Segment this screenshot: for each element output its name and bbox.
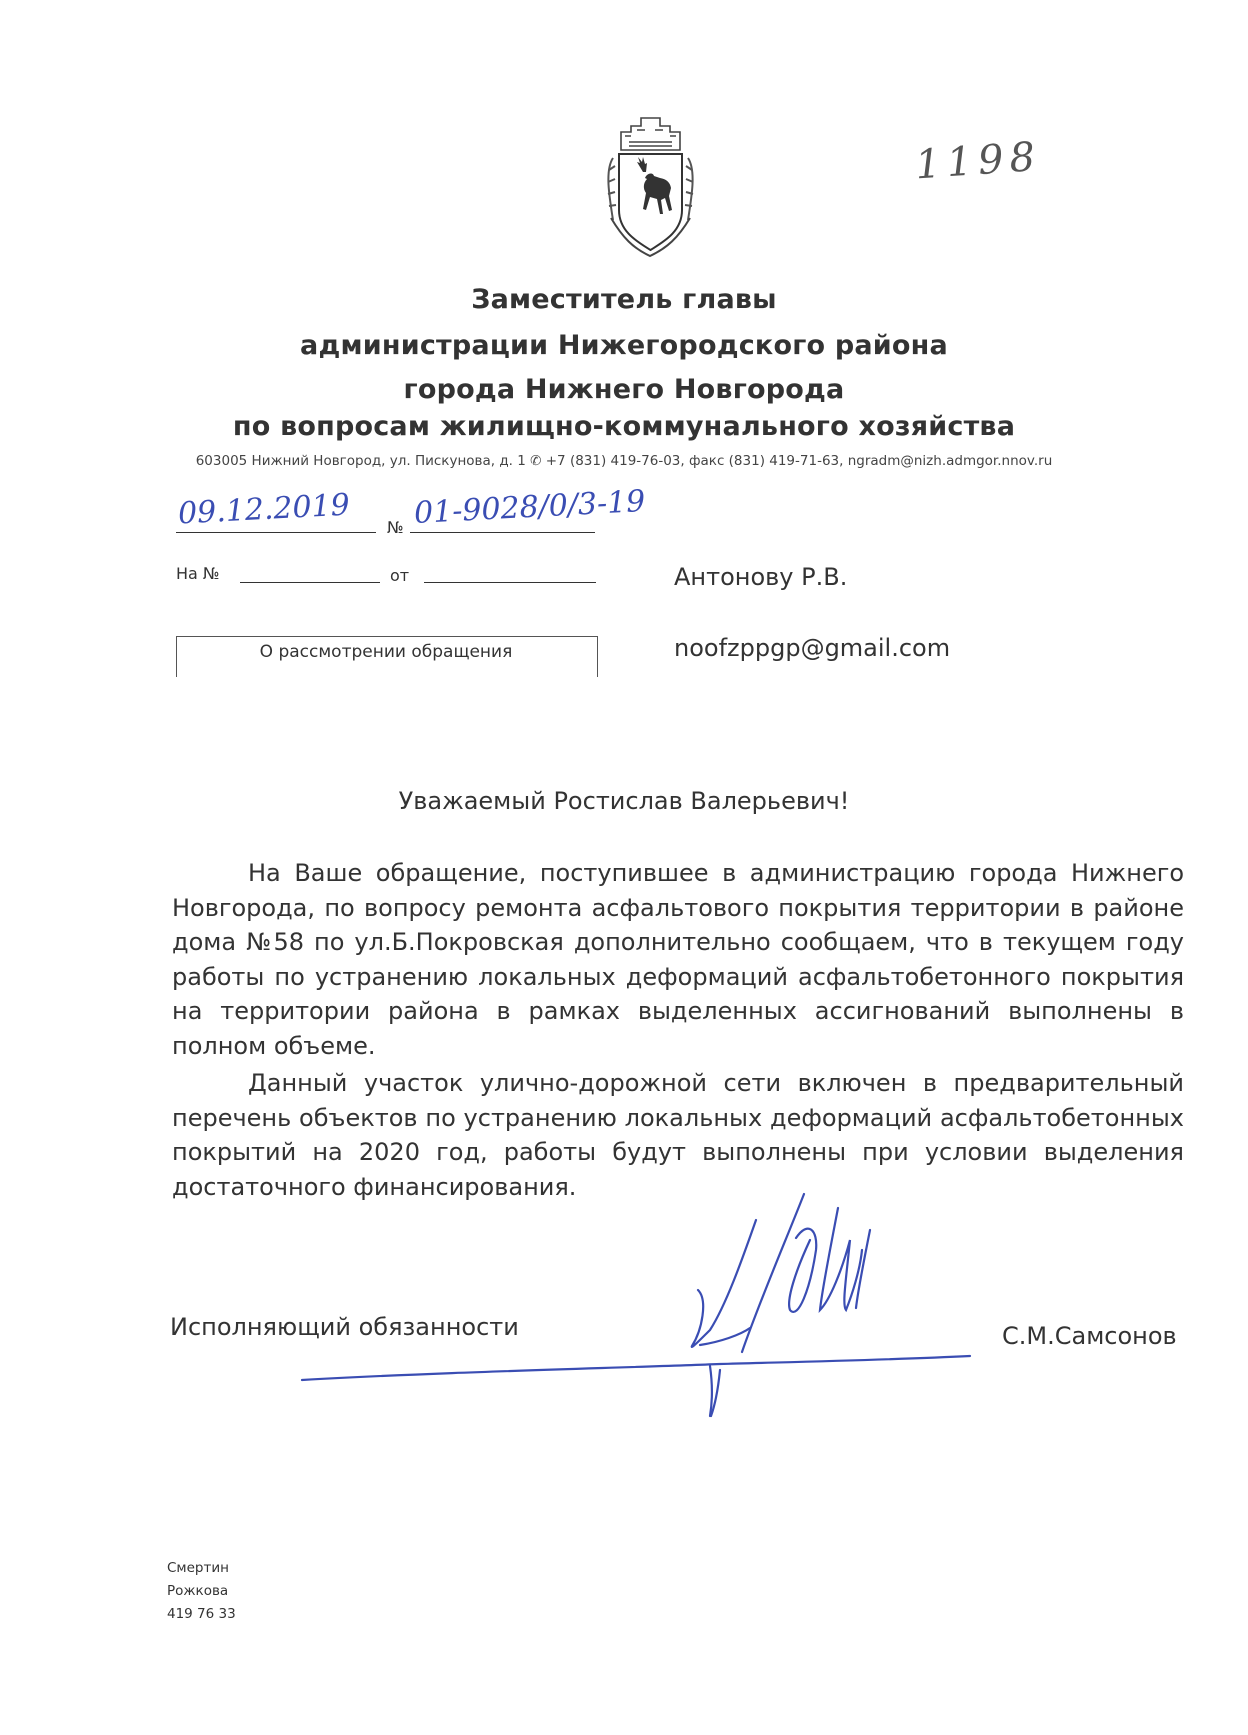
- header-title-line-2: администрации Нижегородского района: [300, 330, 948, 361]
- header-title-line-3: города Нижнего Новгорода: [403, 374, 845, 405]
- reply-to-underline: [240, 582, 380, 583]
- header-title-line-4: по вопросам жилищно-коммунального хозяйства: [232, 411, 1016, 442]
- executor-phone: 419 76 33: [167, 1606, 236, 1622]
- header-title-line-1: Заместитель главы: [471, 284, 777, 315]
- signer-name: С.М.Самсонов: [1002, 1322, 1177, 1350]
- from-label: от: [390, 566, 410, 585]
- from-underline: [424, 582, 596, 583]
- reply-to-label: На №: [176, 564, 220, 583]
- date-underline: [176, 532, 376, 533]
- body-paragraph-1: На Ваше обращение, поступившее в администрацию города Нижнего Новгорода, по вопросу ремонта асфальтового покрытия территории в районе дома №58 по ул.Б.Покровская дополнительно сообщаем, что в текущем году работы по устранению локальных деформаций асфальтобетонного покрытия на территории района в рамках выделенных ассигнований выполнены в полном объеме.: [172, 859, 1184, 1060]
- letter-body: [172, 856, 1184, 1207]
- handwritten-document-number: 01-9028/0/3-19: [413, 483, 647, 532]
- handwritten-number: 1198: [913, 133, 1043, 189]
- subject-text: О рассмотрении обращения: [259, 642, 513, 662]
- header-address: 603005 Нижний Новгород, ул. Пискунова, д. 1 ✆ +7 (831) 419-76-03, факс (831) 419-71-63, ngradm@nizh.admgor.nnov.ru: [195, 453, 1053, 469]
- signer-position: Исполняющий обязанности: [170, 1313, 519, 1341]
- number-label: №: [387, 518, 404, 537]
- number-underline: [410, 532, 595, 533]
- handwritten-signature: [290, 1180, 1050, 1420]
- executor-name-1: Смертин: [167, 1560, 229, 1576]
- body-paragraph-2: Данный участок улично-дорожной сети включен в предварительный перечень объектов по устранению локальных деформаций асфальтобетонных покрытий на 2020 год, работы будут выполнены при условии выделения достаточного финансирования.: [172, 1069, 1184, 1201]
- recipient-name: Антонову Р.В.: [674, 563, 848, 591]
- salutation: Уважаемый Ростислав Валерьевич!: [398, 787, 850, 815]
- handwritten-date: 09.12.2019: [177, 487, 351, 532]
- recipient-email: noofzppgp@gmail.com: [674, 634, 951, 662]
- executor-name-2: Рожкова: [167, 1583, 229, 1599]
- coat-of-arms-emblem: [603, 110, 698, 260]
